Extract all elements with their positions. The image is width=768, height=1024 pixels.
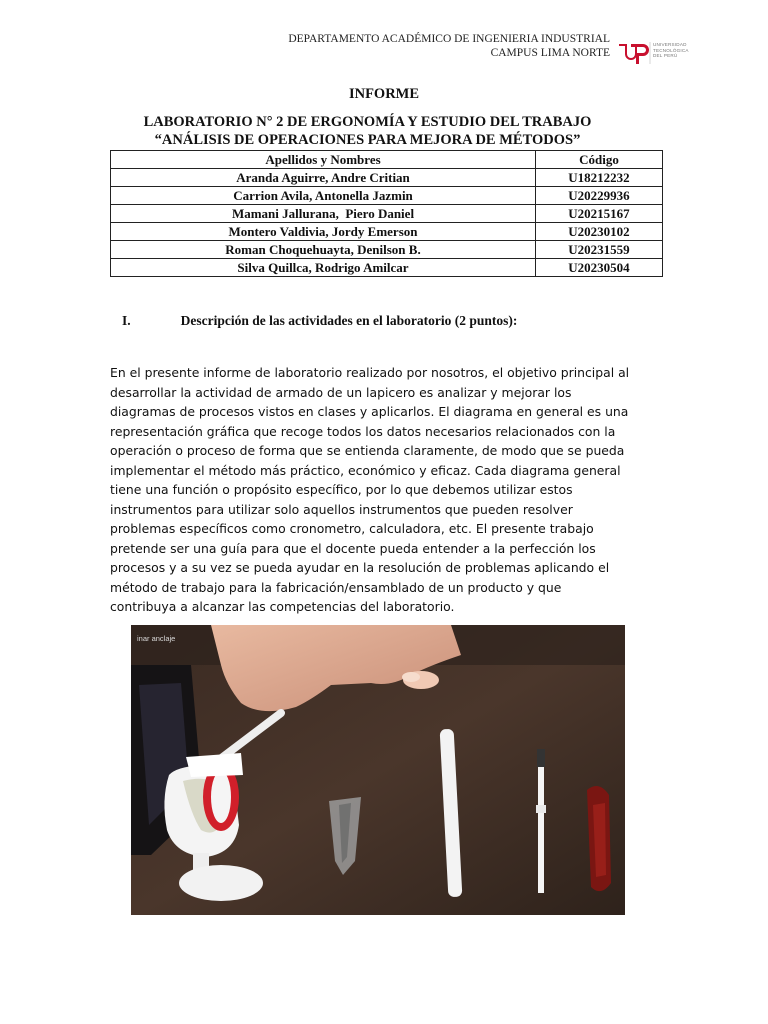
members-table (110, 150, 663, 277)
lab-title (110, 113, 625, 149)
table-row (111, 205, 663, 223)
member-code: U20215167 (536, 205, 663, 223)
member-name: Montero Valdivia, Jordy Emerson (111, 223, 536, 241)
header-department (288, 32, 610, 60)
table-row (111, 241, 663, 259)
member-name: Mamani Jallurana, Piero Daniel (111, 205, 536, 223)
table-row (111, 169, 663, 187)
table-header-row (111, 151, 663, 169)
body-paragraph: En el presente informe de laboratorio realizado por nosotros, el objetivo principal al desarrollar la actividad de armado de un lapicero es analizar y mejorar los diagramas de procesos vistos en clases y aplicarlos. El diagrama en general es una representación gráfica que recoge todos los datos necesarios relacionados con la operación o proceso de forma que se entienda claramente, de modo que se pueda implementar el método más práctico, económico y eficaz. Cada diagrama general tiene una función o propósito específico, por lo que debemos utilizar estos instrumentos para utilizar solo aquellos instrumentos que pueden resolver problemas específicos como cronometro, calculadora, etc. El presente trabajo pretende ser una guía para que el docente pueda entender a la perfección los procesos y a su vez se pueda ayudar en la resolución de problemas aplicando el método de trabajo para la fabricación/ensamblado de un producto y que contribuya a alcanzar las competencias del laboratorio. (110, 365, 630, 614)
member-code: U20230504 (536, 259, 663, 277)
section-title: Descripción de las actividades en el laboratorio (2 puntos): (180, 313, 518, 328)
logo-caption: UNIVERSIDAD TECNOLÓGICA DEL PERÚ (653, 42, 689, 59)
member-code: U20229936 (536, 187, 663, 205)
campus-name: CAMPUS LIMA NORTE (490, 47, 610, 59)
table-row (111, 223, 663, 241)
member-code: U18212232 (536, 169, 663, 187)
member-code: U20231559 (536, 241, 663, 259)
member-name: Carrion Avila, Antonella Jazmin (111, 187, 536, 205)
member-name: Silva Quillca, Rodrigo Amilcar (111, 259, 536, 277)
lab-title-line-2: “ANÁLISIS DE OPERACIONES PARA MEJORA DE MÉTODOS” (154, 132, 581, 148)
table-row (111, 259, 663, 277)
section-number: I. (122, 313, 131, 328)
document-title: INFORME (348, 86, 420, 102)
member-name: Aranda Aguirre, Andre Critian (111, 169, 536, 187)
lab-photo (131, 625, 625, 915)
member-name: Roman Choquehuayta, Denilson B. (111, 241, 536, 259)
lab-title-line-1: LABORATORIO N° 2 DE ERGONOMÍA Y ESTUDIO DEL TRABAJO (143, 114, 592, 130)
column-header-code: Código (536, 151, 663, 169)
column-header-name: Apellidos y Nombres (111, 151, 536, 169)
department-name: DEPARTAMENTO ACADÉMICO DE INGENIERIA INDUSTRIAL (288, 33, 610, 45)
table-row (111, 187, 663, 205)
photo-overlay-label: inar anclaje (137, 634, 176, 643)
member-code: U20230102 (536, 223, 663, 241)
